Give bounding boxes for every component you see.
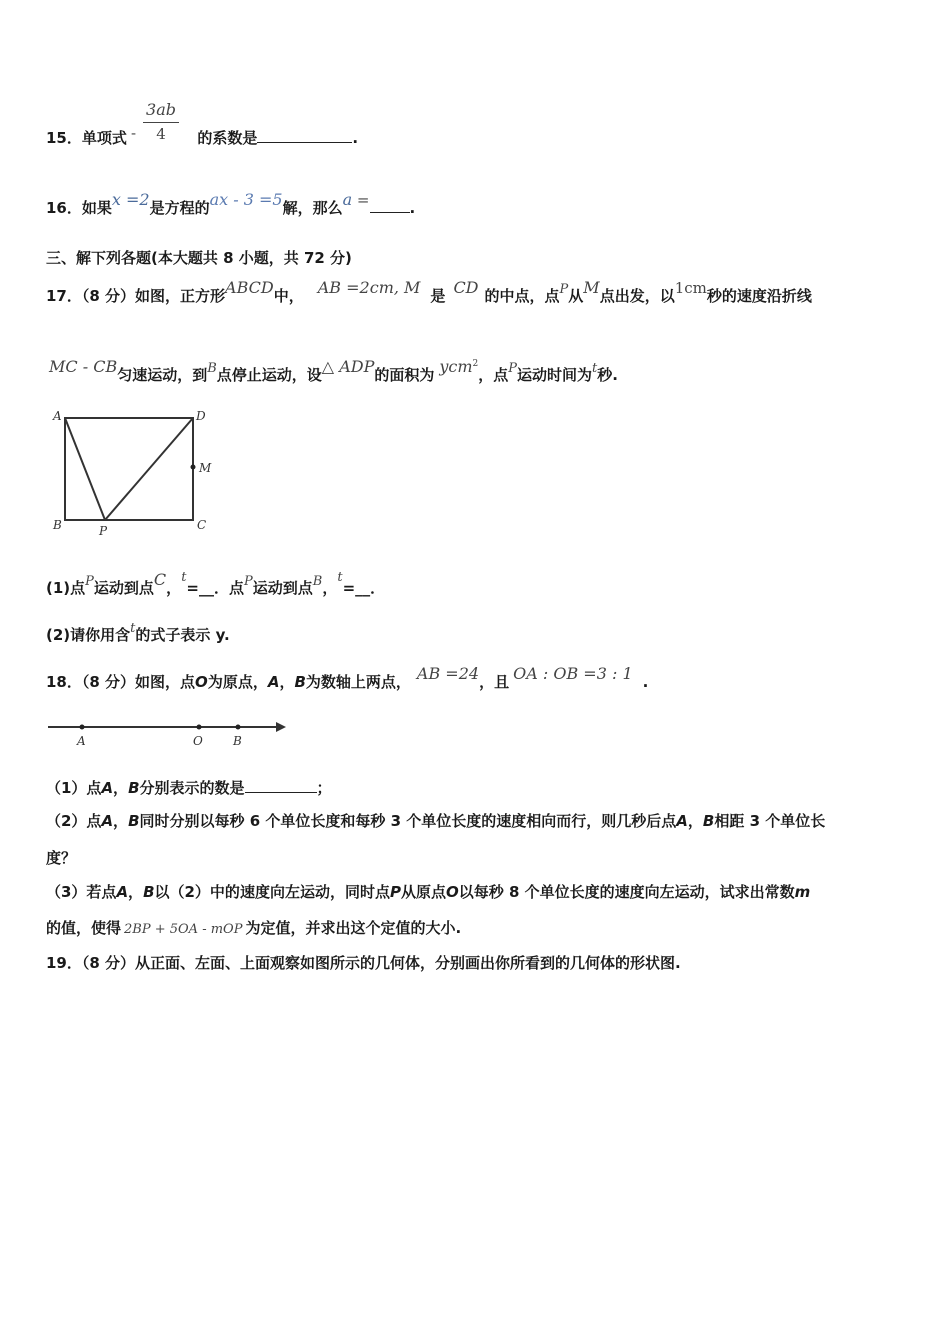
label-b: B	[233, 734, 242, 748]
q17-sub1: (1)点P运动到点C，t=__．点P运动到点B，t=__．	[46, 570, 386, 597]
label-a: A	[77, 734, 86, 748]
q18-sub3: （3）若点A，B以（2）中的速度向左运动，同时点P从原点O以每秒 8 个单位长度的速度向左运动，试求出常数m	[46, 883, 811, 901]
point-o	[197, 725, 202, 730]
q18-sub2: （2）点A，B同时分别以每秒 6 个单位长度和每秒 3 个单位长度的速度相向而行，则几秒后点A，B相距 3 个单位长	[46, 812, 826, 830]
segment-ap	[65, 418, 105, 520]
point-m	[191, 465, 196, 470]
segment-pd	[105, 418, 193, 520]
q18-sub1: （1）点A，B分别表示的数是 ；	[46, 779, 332, 797]
q15-answer-blank[interactable]	[257, 128, 352, 143]
q18-sub2-cont: 度？	[46, 849, 77, 867]
q17-line1: 17．（8 分）如图，正方形ABCD中， AB =2cm, M 是 CD 的中点，点P从M点出发，以1cm秒的速度沿折线	[46, 278, 812, 305]
label-o: O	[193, 734, 203, 748]
label-d: D	[196, 409, 206, 423]
axis-arrow-icon	[276, 722, 286, 732]
q17-sub2: (2)请你用含t的式子表示 y.	[46, 621, 230, 644]
q19-line: 19．（8 分）从正面、左面、上面观察如图所示的几何体，分别画出你所看到的几何体的形状图.	[46, 954, 681, 972]
q16-equation-x: x =2	[111, 190, 150, 209]
q16-equation: ax - 3 =5	[209, 190, 283, 209]
q15-fraction-denominator: 4	[156, 125, 166, 143]
q16-line: 16．如果x =2是方程的ax - 3 =5解，那么a = .	[46, 190, 416, 217]
label-c: C	[197, 518, 207, 532]
section-3-heading: 三、解下列各题(本大题共 8 小题，共 72 分)	[46, 249, 352, 267]
q18-sub3-cont: 的值，使得 2BP + 5OA - mOP 为定值，并求出这个定值的大小.	[46, 919, 462, 937]
q18-number-line	[46, 716, 296, 752]
point-b	[236, 725, 241, 730]
q17-answer-blank-b[interactable]: =__．	[342, 579, 386, 597]
q15-minus: -	[131, 124, 137, 142]
q18-answer-blank[interactable]	[245, 778, 317, 793]
q15-line: 15．单项式 的系数是 .	[46, 129, 359, 147]
q17-line2: MC - CB匀速运动，到B点停止运动，设△ ADP的面积为 ycm$^2$，点P运动时间为t秒.	[49, 357, 618, 384]
q15-fraction-numerator: 3ab	[143, 100, 179, 123]
q17-answer-blank-c[interactable]: =__．	[186, 579, 229, 597]
q18-line1: 18．（8 分）如图，点O为原点，A，B为数轴上两点， AB =24，且 OA : OB =3 : 1 .	[46, 664, 649, 691]
q15-tail: 的系数是	[197, 129, 258, 147]
q16-answer-blank[interactable]	[370, 198, 410, 213]
q18-expression: 2BP + 5OA - mOP	[124, 922, 243, 937]
label-a: A	[53, 409, 62, 423]
label-p: P	[99, 524, 108, 538]
q17-square-figure	[48, 405, 218, 540]
point-a	[80, 725, 85, 730]
q15-fraction	[143, 100, 179, 143]
label-m: M	[199, 461, 212, 475]
q15-number: 15．单项式	[46, 129, 127, 147]
label-b: B	[53, 518, 62, 532]
